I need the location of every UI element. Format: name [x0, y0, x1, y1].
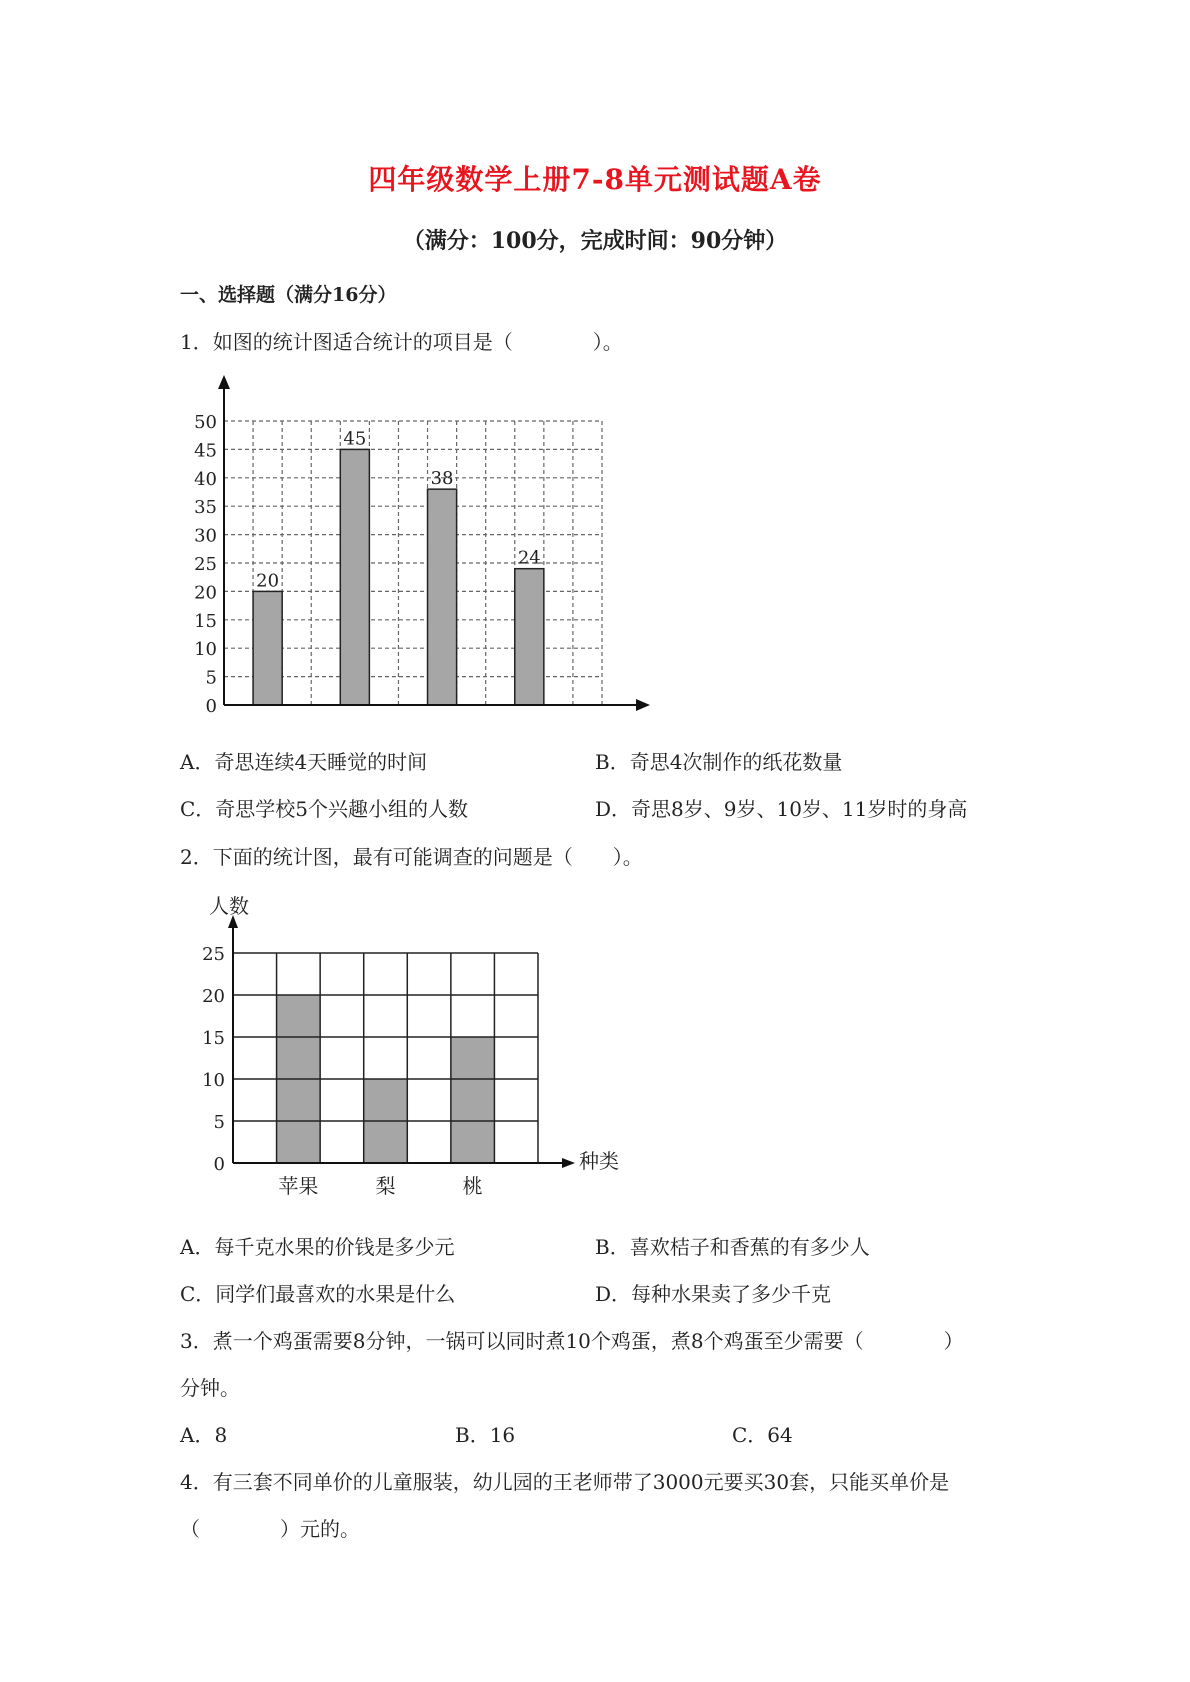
question-1-bar-chart [180, 375, 650, 720]
bar-data-label: 24 [517, 547, 541, 569]
q2-option-a: A．每千克水果的价钱是多少元 [180, 1235, 455, 1259]
x-axis-label: 种类 [579, 1149, 619, 1173]
page-title: 四年级数学上册7-8单元测试题A卷 [368, 163, 822, 196]
bar [253, 591, 282, 705]
x-category-label: 梨 [375, 1174, 396, 1198]
y-tick-label: 20 [202, 986, 225, 1007]
x-category-label: 苹果 [278, 1174, 319, 1198]
q3-option-b: B．16 [455, 1423, 516, 1447]
q3-option-a: A．8 [180, 1423, 228, 1447]
q1-option-d: D．奇思8岁、9岁、10岁、11岁时的身高 [595, 797, 968, 821]
y-tick-label: 15 [194, 610, 217, 632]
y-tick-label: 45 [194, 440, 217, 462]
y-axis-label: 人数 [209, 895, 249, 918]
bar [515, 569, 544, 705]
y-tick-label: 0 [213, 1154, 225, 1175]
bar-data-label: 20 [256, 570, 280, 592]
q1-option-a: A．奇思连续4天睡觉的时间 [180, 750, 428, 774]
question-4-stem-line-1: 4．有三套不同单价的儿童服装，幼儿园的王老师带了3000元要买30套，只能买单价是 [180, 1470, 950, 1494]
y-tick-label: 5 [213, 1112, 225, 1133]
page-subtitle: （满分：100分，完成时间：90分钟） [402, 228, 788, 254]
question-3-stem-line-1: 3．煮一个鸡蛋需要8分钟，一锅可以同时煮10个鸡蛋，煮8个鸡蛋至少需要（ ） [180, 1329, 964, 1353]
q2-option-c: C．同学们最喜欢的水果是什么 [180, 1282, 456, 1306]
section-heading: 一、选择题（满分16分） [180, 284, 397, 306]
q1-option-c: C．奇思学校5个兴趣小组的人数 [180, 797, 469, 821]
q3-option-c: C．64 [732, 1423, 793, 1447]
y-tick-label: 35 [194, 497, 217, 519]
question-1-stem: 1．如图的统计图适合统计的项目是（ ）。 [180, 330, 623, 354]
question-3-stem-line-2: 分钟。 [180, 1376, 240, 1400]
bar-data-label: 38 [430, 468, 454, 490]
y-axis-arrow [218, 375, 230, 389]
question-4-stem-line-2: （ ）元的。 [180, 1517, 360, 1541]
y-tick-label: 30 [194, 525, 217, 547]
y-tick-label: 10 [194, 639, 217, 661]
y-tick-label: 40 [194, 468, 217, 490]
q2-option-b: B．喜欢桔子和香蕉的有多少人 [595, 1235, 870, 1259]
y-tick-label: 25 [202, 944, 225, 965]
y-tick-label: 10 [202, 1070, 225, 1091]
bar [340, 449, 369, 705]
y-tick-label: 15 [202, 1028, 225, 1049]
y-tick-label: 0 [205, 696, 217, 717]
y-tick-label: 20 [194, 582, 217, 604]
y-tick-label: 25 [194, 554, 217, 575]
q1-option-b: B．奇思4次制作的纸花数量 [595, 750, 843, 774]
y-tick-label: 5 [205, 667, 217, 689]
q2-option-d: D．每种水果卖了多少千克 [595, 1282, 832, 1306]
bar-data-label: 45 [343, 428, 367, 450]
x-axis-arrow [636, 699, 650, 711]
x-axis-arrow [562, 1158, 575, 1168]
bar [451, 1037, 495, 1163]
bar [428, 489, 457, 705]
question-2-stem: 2．下面的统计图，最有可能调查的问题是（ ）。 [180, 845, 643, 869]
question-2-bar-chart [195, 895, 635, 1207]
x-category-label: 桃 [462, 1174, 483, 1198]
y-tick-label: 50 [194, 412, 217, 433]
